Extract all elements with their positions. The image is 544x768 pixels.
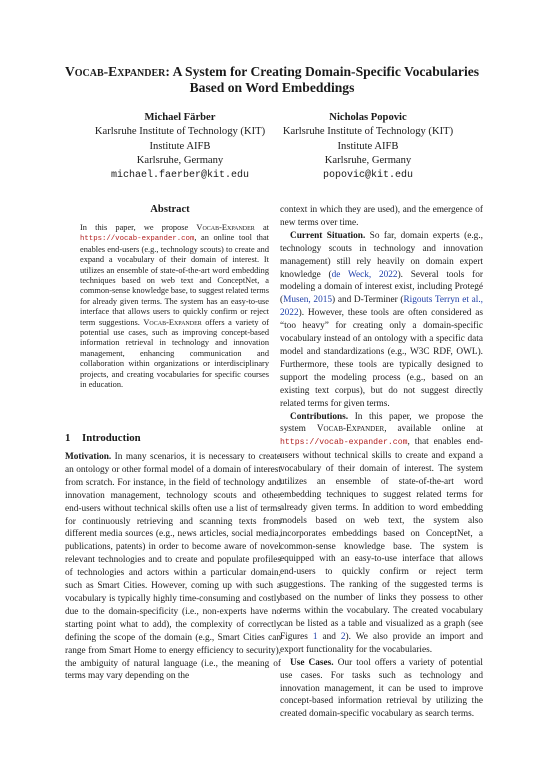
title-line2: Based on Word Embeddings <box>189 80 355 95</box>
paragraph-text: , that enables end-users without technical skills to create and expand a vocabulary of their domain of interest. The system utilizes an ensemble of state-of-the-art word embedding techniques to suggest related terms for already given terms. In addition to word embedding models based on web text, the system also incorporates embeddings based on ConceptNet, a common-sense knowledge base. The system is equipped with an easy-to-use interface that allows end-users to quickly confirm or reject term suggestions. The ranking of the suggested terms is based on the number of links they possess to other terms within the vocabulary. The created vocabulary can be listed as a table and visualized as a graph (see Figures <box>280 437 483 642</box>
continuation-paragraph: context in which they are used), and the emergence of new terms over time. <box>280 205 483 228</box>
abstract-url-link[interactable]: https://vocab-expander.com <box>80 235 195 244</box>
figure-link[interactable]: 1 <box>312 631 318 642</box>
paper-title <box>40 64 504 96</box>
author-institute: Institute AIFB <box>337 140 399 152</box>
title-line1-rest: : A System for Creating Domain-Specific Vocabularies <box>165 64 480 79</box>
author-name: Michael Färber <box>144 112 216 123</box>
author-name: Nicholas Popovic <box>329 112 407 123</box>
author-block-2 <box>268 111 468 183</box>
abstract-text-part: In this paper, we propose <box>80 223 197 232</box>
author-block-1 <box>80 111 280 183</box>
left-column-body <box>65 451 281 683</box>
use-cases-paragraph <box>280 657 483 722</box>
abstract-system-name: Vocab-Expander <box>196 223 255 232</box>
paragraph-text: ). Several tools for modeling a domain of interest exist, including Protegé ( <box>280 269 483 306</box>
abstract-heading: Abstract <box>150 204 190 215</box>
figure-link[interactable]: 2 <box>340 631 346 642</box>
paragraph-text: So far, domain experts (e.g., technology scouts in technology and innovation management) still rely heavily on domain expert knowledge ( <box>280 230 483 280</box>
author-location: Karlsruhe, Germany <box>324 155 412 167</box>
abstract-text-part: , an online tool that enables end-users (e.g., technology scouts) to create and expand a vocabulary of their domain of interest. It utilizes an ensemble of state-of-the-art word embedding techniques based on web text and ConceptNet, a common-sense knowledge base, to suggest related terms for already given terms. The system has an easy-to-use interface that allows users to quickly confirm or reject term suggestions. <box>80 233 269 327</box>
url-link[interactable]: https://vocab-expander.com <box>280 438 408 448</box>
author-email[interactable]: michael.faerber@kit.edu <box>110 169 250 181</box>
citation-link[interactable]: Musen, 2015 <box>283 295 333 306</box>
run-in-heading: Contributions. <box>290 411 349 422</box>
motivation-paragraph <box>65 451 281 683</box>
author-affiliation: Karlsruhe Institute of Technology (KIT) <box>282 126 454 138</box>
abstract-system-name: Vocab-Expander <box>143 317 202 327</box>
paragraph-text: and <box>317 631 341 642</box>
paragraph-text: Our tool offers a variety of potential use cases. For tasks such as technology and innovation management, it can be used to improve concept-based information retrieval by utilizing the created domain-specific vocabulary as search terms. <box>280 657 483 720</box>
contributions-paragraph <box>280 411 483 657</box>
author-location: Karlsruhe, Germany <box>136 155 224 167</box>
paragraph-text: In this paper, we propose the system <box>280 411 483 435</box>
paragraph-text: ). We also provide an import and export functionality for the vocabularies. <box>280 631 484 655</box>
author-institute: Institute AIFB <box>149 140 211 152</box>
paragraph-text: , available online at <box>384 424 483 435</box>
current-situation-paragraph <box>280 230 483 411</box>
section-title: Introduction <box>82 432 141 444</box>
run-in-heading: Use Cases. <box>290 657 334 668</box>
run-in-heading: Motivation. <box>65 452 112 462</box>
run-in-heading: Current Situation. <box>290 230 366 241</box>
paragraph-text: ) and D-Terminer ( <box>332 295 404 306</box>
title-system-name: Vocab-Expander <box>64 64 166 79</box>
citation-link[interactable]: Rigouts Terryn et al., 2022 <box>280 295 483 319</box>
abstract-text-part: offers a variety of potential use cases, such as improving concept-based information retrieval in technology and innovation management, enhancing communication and collaboration within organizations or interdisciplinary projects, and creating vocabularies for specific courses in education. <box>80 317 269 390</box>
section-number: 1 <box>65 432 71 444</box>
citation-link[interactable]: de Weck, 2022 <box>331 269 398 280</box>
section-heading-introduction <box>65 432 275 444</box>
abstract-text-part: at <box>254 223 269 232</box>
abstract-text <box>80 223 269 391</box>
author-affiliation: Karlsruhe Institute of Technology (KIT) <box>94 126 266 138</box>
right-column-body <box>280 204 483 721</box>
paragraph-text: ). However, these tools are often considered as “too heavy” for creating only a domain-specific vocabulary instead of an ontology with a specific data model and standardizations (e.g., W3C RDF, OWL). Furthermore, these tools are typically designed to support the modeling process (e.g., based on an existing text corpus), but do not suggest directly related terms for given terms. <box>280 308 483 409</box>
paragraph-text: In many scenarios, it is necessary to create an ontology or other formal model of a domain of interest from scratch. For instance, in the field of technology and innovation management, technology scouts and other end-users without technical skills often use a list of terms for continuously retrieving and scanning texts from different media sources (e.g., news articles, social media, publications, patents) in order to become aware of novel relevant technologies and to create and populate profiles of technologies and actors within a particular domain, such as Smart Cities. However, coming up with such a vocabulary is typically highly time-consuming and costly due to the domain-specificity (i.e., non-experts have no starting point what to add), the complexity of correctly defining the scope of the domain (e.g., Smart Cities can range from Smart Home to energy efficiency to security), the ambiguity of natural language (i.e., the meaning of terms may vary depending on the <box>65 452 281 682</box>
system-name: Vocab-Expander <box>316 424 385 435</box>
author-email[interactable]: popovic@kit.edu <box>322 169 413 181</box>
